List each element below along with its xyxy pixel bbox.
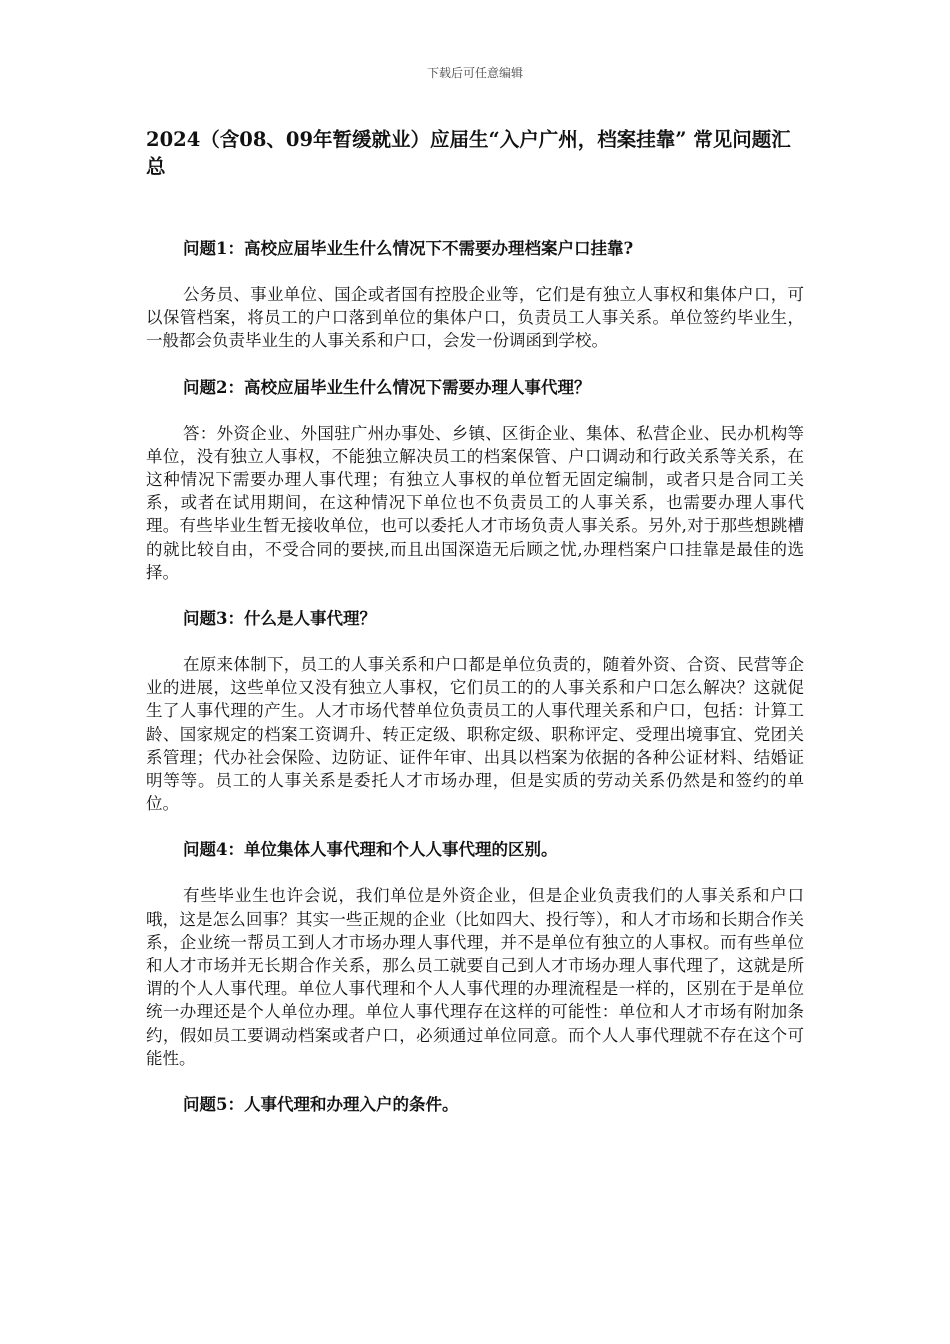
question-heading-1: 问题1：高校应届毕业生什么情况下不需要办理档案户口挂靠? [183,239,634,258]
question-heading-5: 问题5：人事代理和办理入户的条件。 [183,1095,459,1115]
answer-paragraph-4: 有些毕业生也许会说，我们单位是外资企业，但是企业负责我们的人事关系和户口哦，这是怎么回事？其实一些正规的企业（比如四大、投行等），和人才市场和长期合作关系，企业统一帮员工到人才市场办理人事代理，并不是单位有独立的人事权。而有些单位和人才市场并无长期合作关系，那么员工就要自己到人才市场办理人事代理了，这就是所谓的个人人事代理。单位人事代理和个人人事代理的办理流程是一样的，区别在于是单位统一办理还是个人单位办理。单位人事代理存在这样的可能性：单位和人才市场有附加条约，假如员工要调动档案或者户口，必须通过单位同意。而个人人事代理就不存在这个可能性。 [146,886,804,1068]
question-heading-2: 问题2：高校应届毕业生什么情况下需要办理人事代理？ [183,377,591,397]
answer-paragraph-3: 在原来体制下，员工的人事关系和户口都是单位负责的，随着外资、合资、民营等企业的进展，这些单位又没有独立人事权，它们员工的的人事关系和户口怎么解决？这就促生了人事代理的产生。人才市场代替单位负责员工的人事代理关系和户口，包括：计算工龄、国家规定的档案工资调升、转正定级、职称定级、职称评定、受理出境事宜、党团关系管理；代办社会保险、边防证、证件年审、出具以档案为依据的各种公证材料、结婚证明等等。员工的人事关系是委托人才市场办理，但是实质的劳动关系仍然是和签约的单位。 [146,655,804,814]
answer-paragraph-2: 答：外资企业、外国驻广州办事处、乡镇、区街企业、集体、私营企业、民办机构等单位，没有独立人事权，不能独立解决员工的档案保管、户口调动和行政关系等关系，在这种情况下需要办理人事代理；有独立人事权的单位暂无固定编制，或者只是合同工关系，或者在试用期间，在这种情况下单位也不负责员工的人事关系，也需要办理人事代理。有些毕业生暂无接收单位，也可以委托人才市场负责人事关系。另外,对于那些想跳槽的就比较自由，不受合同的要挟,而且出国深造无后顾之忧,办理档案户口挂靠是最佳的选择。 [146,423,804,582]
question-heading-4: 问题4：单位集体人事代理和个人人事代理的区别。 [183,840,558,860]
document-title: 2024（含08、09年暂缓就业）应届生“入户广州，档案挂靠” 常见问题汇总 [146,128,791,178]
question-heading-3: 问题3：什么是人事代理？ [183,609,376,629]
page-header-note: 下载后可任意编辑 [426,66,523,80]
answer-paragraph-1: 公务员、事业单位、国企或者国有控股企业等，它们是有独立人事权和集体户口，可以保管档案，将员工的户口落到单位的集体户口，负责员工人事关系。单位签约毕业生，一般都会负责毕业生的人事关系和户口，会发一份调函到学校。 [146,285,804,351]
